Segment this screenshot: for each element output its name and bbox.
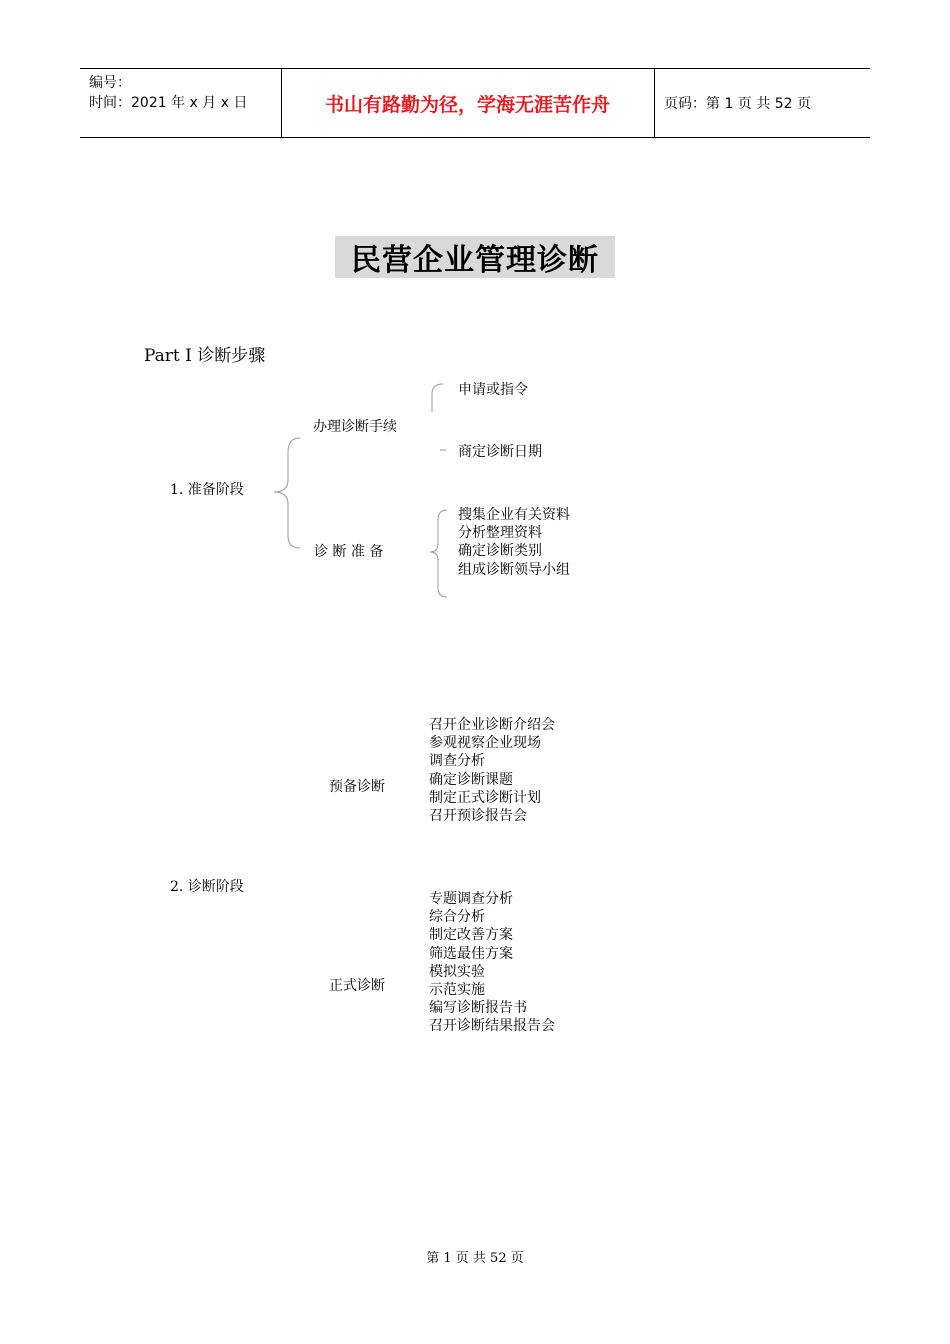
list-item: 分析整理资料 bbox=[458, 525, 542, 542]
list-item: 召开企业诊断介绍会 bbox=[429, 717, 555, 733]
list-item: 编写诊断报告书 bbox=[429, 1000, 527, 1017]
list-item: 参观视察企业现场 bbox=[429, 735, 541, 752]
list-item: 筛选最佳方案 bbox=[429, 945, 513, 962]
document-date: 时间：2021 年 x 月 x 日 bbox=[89, 95, 248, 111]
brace-procedure bbox=[432, 384, 443, 412]
page-footer: 第 1 页 共 52 页 bbox=[426, 1251, 524, 1266]
list-item: 确定诊断类别 bbox=[458, 543, 542, 560]
item-list bbox=[429, 716, 555, 825]
brace-preparation bbox=[430, 510, 447, 597]
list-item: 调查分析 bbox=[429, 753, 485, 770]
list-item: 组成诊断领导小组 bbox=[458, 561, 570, 578]
list-item: 示范实施 bbox=[429, 981, 485, 998]
list-item: 召开诊断结果报告会 bbox=[429, 1018, 555, 1035]
header-page-info: 页码：第 1 页 共 52 页 bbox=[664, 96, 811, 112]
list-item: 综合分析 bbox=[429, 909, 485, 926]
branch-label: 诊 断 准 备 bbox=[314, 544, 384, 560]
list-item: 申请或指令 bbox=[458, 382, 528, 398]
branch-label: 办理诊断手续 bbox=[313, 419, 397, 435]
list-item: 确定诊断课题 bbox=[429, 771, 513, 788]
brace-stage1 bbox=[274, 438, 300, 548]
part-heading: Part Ⅰ 诊断步骤 bbox=[144, 346, 266, 366]
list-item: 模拟实验 bbox=[429, 963, 485, 980]
stage-label: 1. 准备阶段 bbox=[170, 482, 244, 498]
document-number-label: 编号： bbox=[89, 75, 131, 91]
item-list bbox=[429, 890, 555, 1036]
list-item: 制定正式诊断计划 bbox=[429, 789, 541, 806]
branch-label: 预备诊断 bbox=[329, 779, 385, 795]
list-item: 专题调查分析 bbox=[429, 891, 513, 907]
list-item: 搜集企业有关资料 bbox=[458, 507, 570, 523]
list-item: 制定改善方案 bbox=[429, 927, 513, 944]
header-motto: 书山有路勤为径，学海无涯苦作舟 bbox=[324, 93, 610, 116]
branch-label: 正式诊断 bbox=[329, 978, 385, 994]
list-item: 商定诊断日期 bbox=[458, 444, 542, 460]
stage-label: 2. 诊断阶段 bbox=[170, 879, 244, 895]
item-list bbox=[458, 506, 570, 579]
page-title: 民营企业管理诊断 bbox=[335, 236, 615, 278]
list-item: 召开预诊报告会 bbox=[429, 807, 527, 824]
